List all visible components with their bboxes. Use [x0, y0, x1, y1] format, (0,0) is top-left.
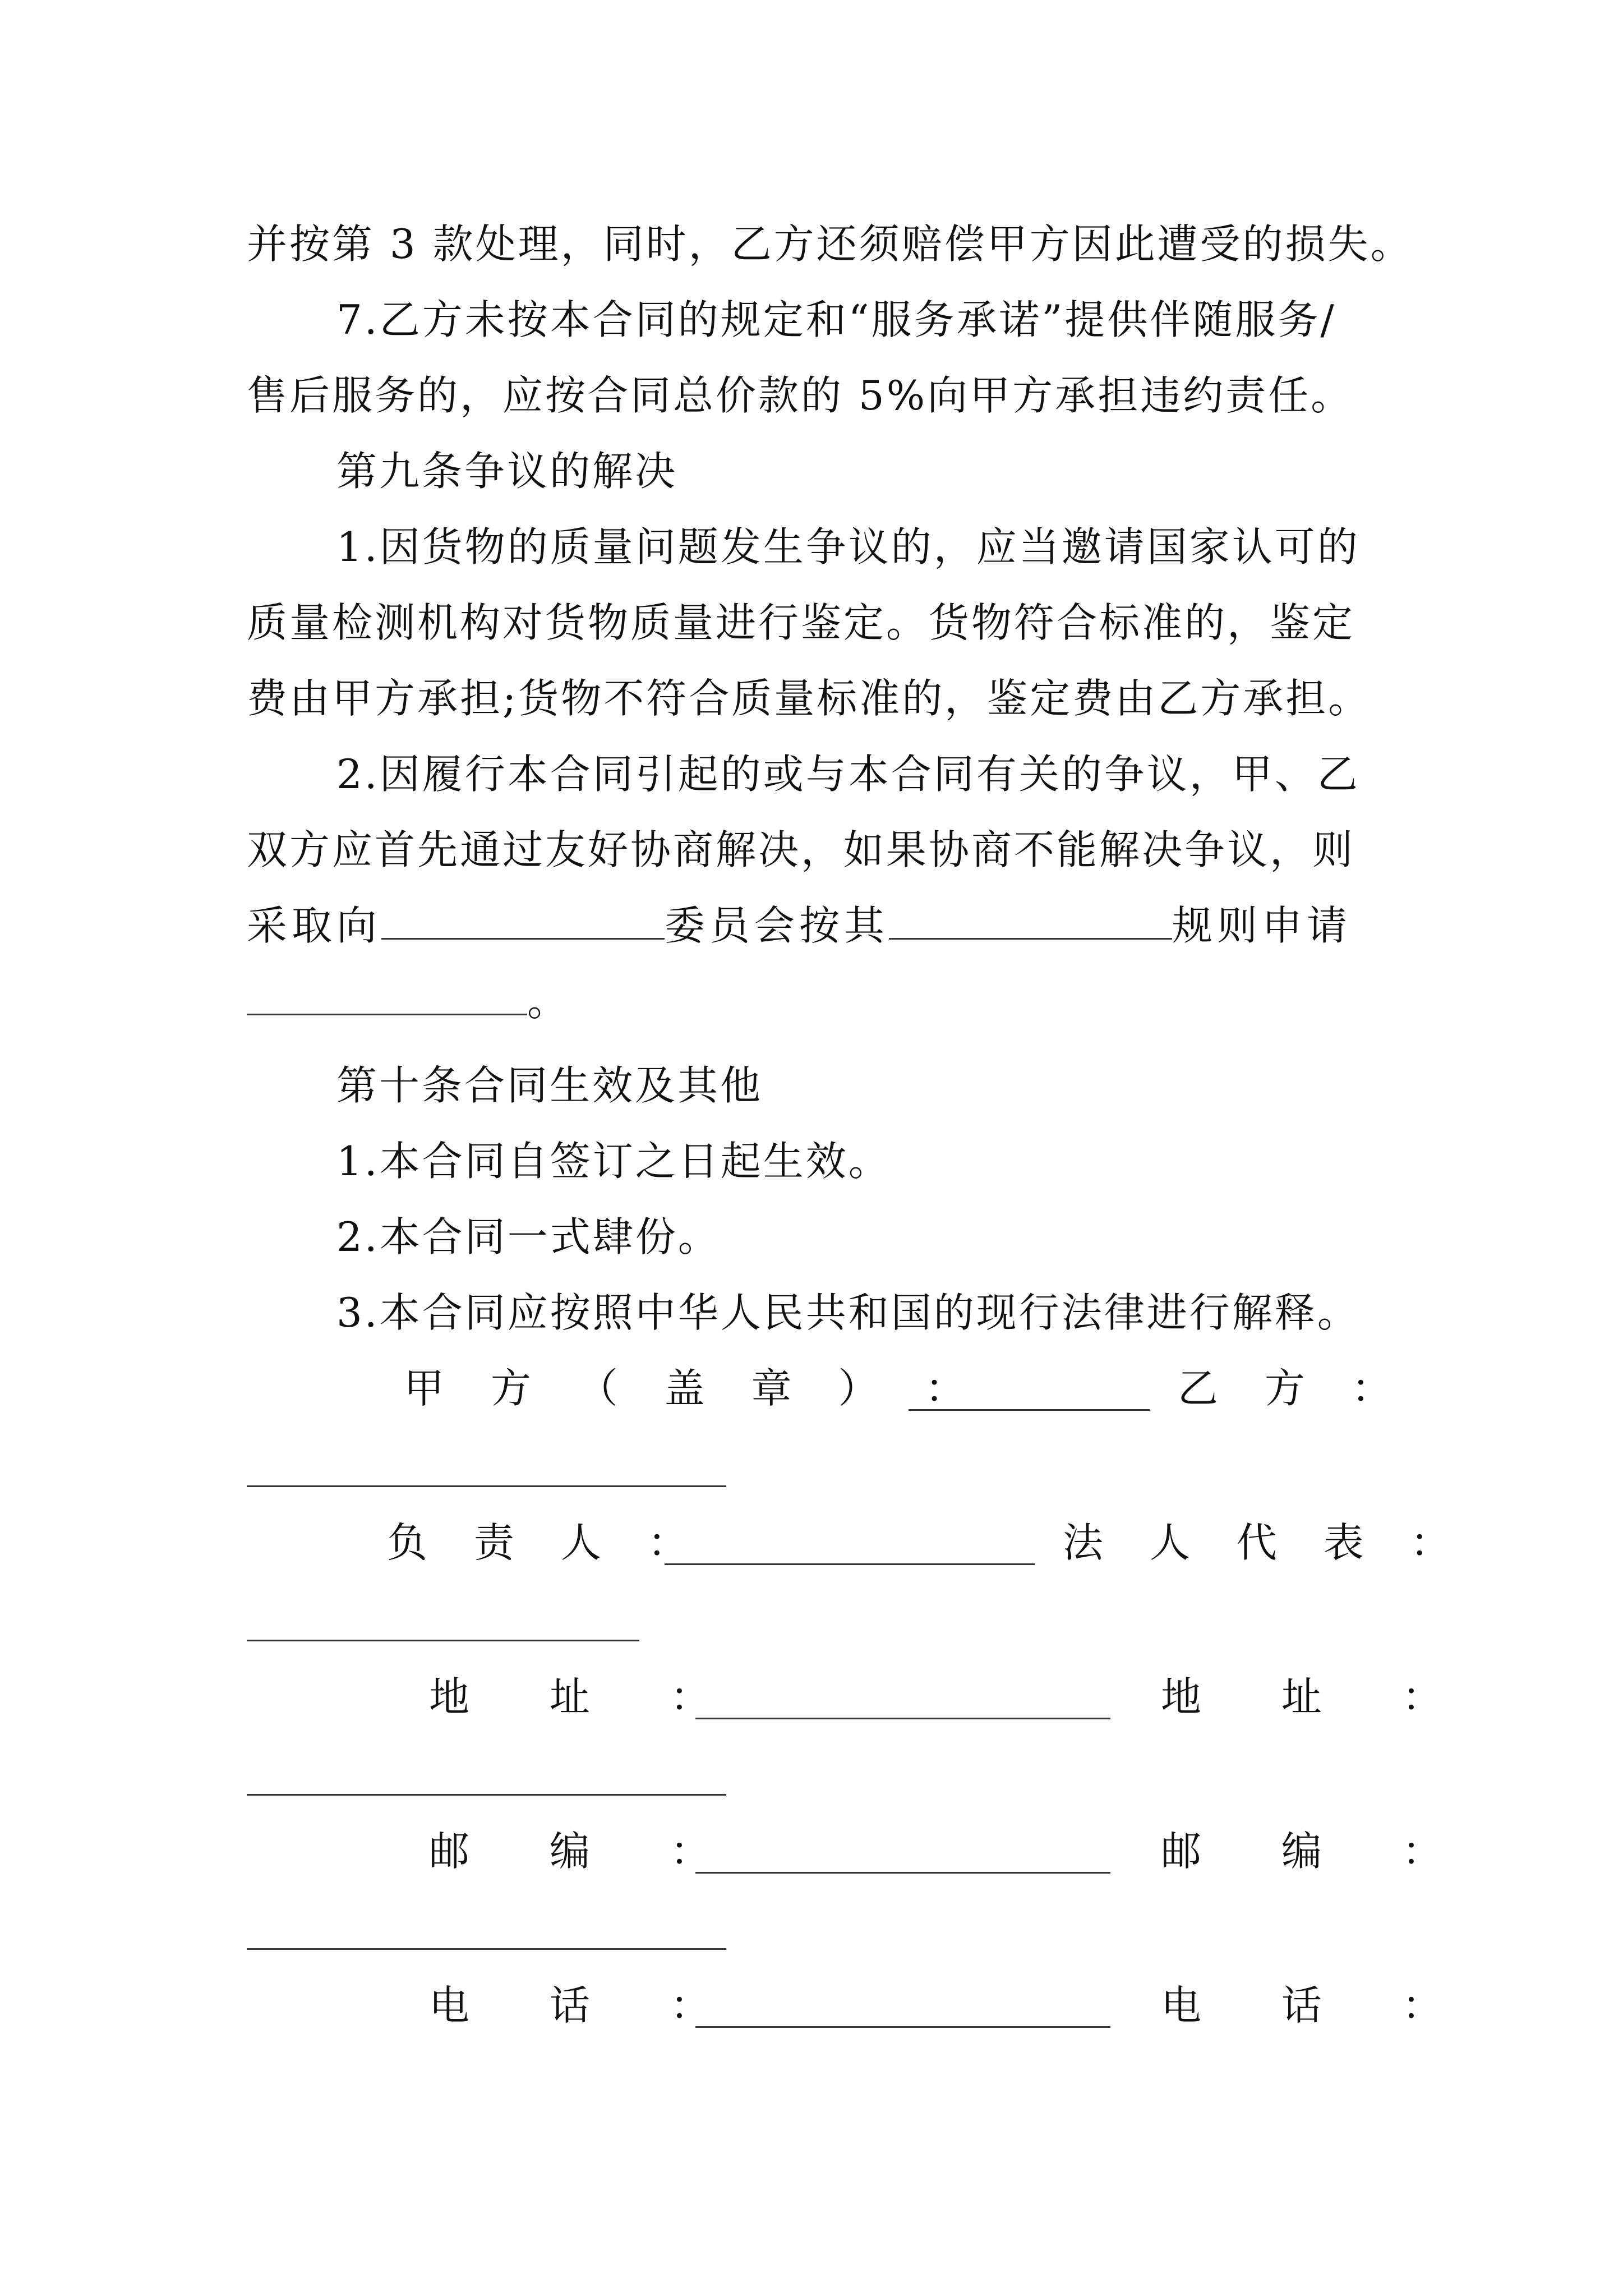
address-b-label: 地 址 ： [1161, 1673, 1476, 1720]
article-heading: 第九条争议的解决 [336, 448, 678, 495]
blank-arbitration [247, 978, 527, 1015]
address-a-label: 地 址 ： [429, 1673, 744, 1720]
paragraph-line-with-blanks [247, 973, 570, 1029]
blank-committee [381, 902, 665, 940]
phone-b-label: 电 话 ： [1161, 1982, 1476, 2029]
party-b-blank [247, 1485, 726, 1487]
paragraph-line: 并按第 3 款处理，同时，乙方还须赔偿甲方因此遭受的损失。 [247, 220, 1413, 268]
address-b-blank [247, 1794, 726, 1796]
paragraph-text: 。 [527, 978, 570, 1025]
legal-rep-label: 法 人 代 表 ： [1063, 1519, 1468, 1566]
principal-label: 负 责 人 ： [387, 1519, 705, 1566]
paragraph-line: 2.本合同一式肆份。 [336, 1213, 721, 1260]
address-a-blank [695, 1718, 1110, 1719]
paragraph-line: 双方应首先通过友好协商解决，如果协商不能解决争议，则 [247, 826, 1355, 873]
paragraph-line: 质量检测机构对货物质量进行鉴定。货物符合标准的，鉴定 [247, 599, 1355, 646]
paragraph-text: 规则申请 [1172, 902, 1352, 949]
paragraph-line: 1.本合同自签订之日起生效。 [336, 1138, 891, 1185]
paragraph-line: 3.本合同应按照中华人民共和国的现行法律进行解释。 [336, 1289, 1360, 1336]
phone-a-blank [695, 2026, 1110, 2028]
zip-a-blank [695, 1872, 1110, 1874]
paragraph-text: 采取向 [247, 902, 382, 949]
legal-rep-blank [247, 1640, 639, 1641]
principal-blank [665, 1563, 1035, 1565]
blank-rules [889, 902, 1172, 940]
party-b-label: 乙 方 ： [1178, 1365, 1409, 1412]
article-heading: 第十条合同生效及其他 [336, 1062, 763, 1109]
zip-b-blank [247, 1948, 726, 1950]
paragraph-line-with-blanks [247, 898, 1352, 954]
party-a-seal-label: 甲 方 （ 盖 章 ） ： [404, 1365, 983, 1412]
paragraph-line: 2.因履行本合同引起的或与本合同有关的争议，甲、乙 [336, 751, 1360, 798]
zip-a-label: 邮 编 ： [429, 1828, 744, 1875]
paragraph-line: 1.因货物的质量问题发生争议的，应当邀请国家认可的 [336, 523, 1360, 570]
paragraph-line: 费由甲方承担;货物不符合质量标准的，鉴定费由乙方承担。 [247, 675, 1371, 722]
phone-a-label: 电 话 ： [429, 1982, 744, 2029]
paragraph-line: 7.乙方未按本合同的规定和“服务承诺”提供伴随服务/ [336, 296, 1336, 343]
paragraph-line: 售后服务的，应按合同总价款的 5%向甲方承担违约责任。 [247, 372, 1354, 419]
zip-b-label: 邮 编 ： [1161, 1828, 1476, 1875]
party-a-blank [909, 1409, 1150, 1411]
paragraph-text: 委员会按其 [665, 902, 889, 949]
